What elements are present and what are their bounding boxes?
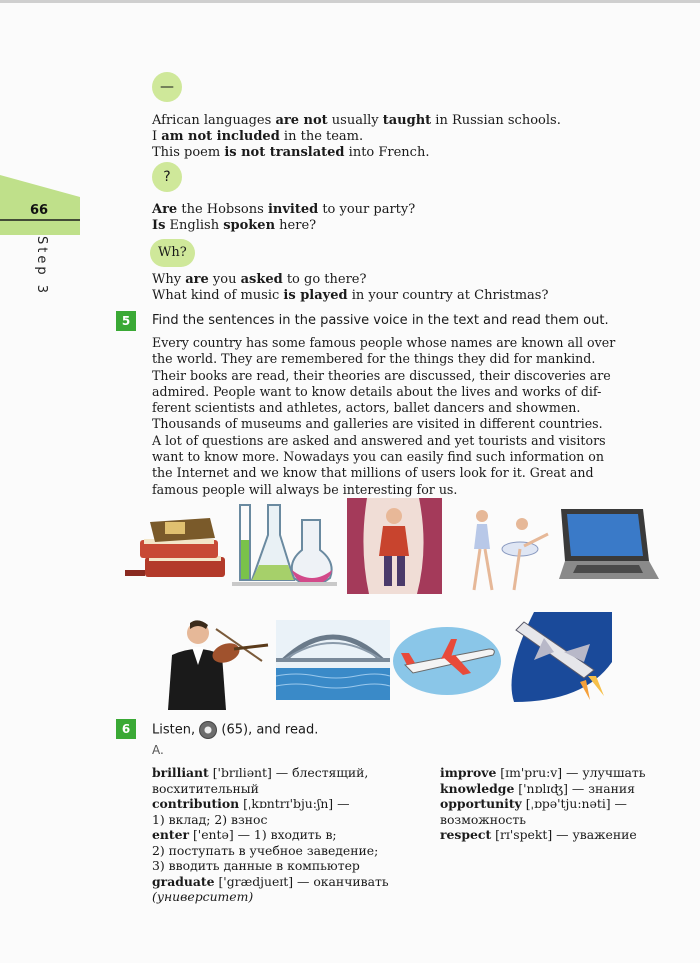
text-line: ferent scientists and athletes, actors, ballet dancers and showmen. — [152, 400, 581, 416]
vocabulary-right-column — [440, 765, 680, 843]
vocab-entry: возможность — [440, 811, 526, 827]
question-badge: ? — [152, 162, 182, 192]
vocab-entry: knowledge ['nɒlɪʤ] — знания — [440, 780, 635, 796]
text-line: Their books are read, their theories are discussed, their discoveries are — [152, 367, 611, 383]
laptop-illustration — [555, 505, 659, 587]
exercise-6-number: 6 — [116, 719, 136, 739]
exercise-6-instruction: Listen, (65), and read. — [152, 722, 319, 738]
wh-badge: Wh? — [150, 239, 195, 267]
vocab-entry: respect [rɪ'spekt] — уважение — [440, 827, 637, 842]
airplane-illustration — [393, 625, 501, 697]
vocab-entry: 3) вводить данные в компьютер — [152, 858, 360, 873]
question-example-2: Is English spoken here? — [152, 218, 317, 233]
page-number: 66 — [30, 203, 49, 218]
vocab-entry: opportunity [ˌɒpə'tju:nəti] — — [440, 796, 627, 811]
text-line: want to know more. Nowadays you can easily find such information on — [152, 449, 604, 465]
flasks-illustration — [232, 500, 337, 592]
step-label: Step 3 — [34, 236, 49, 297]
text-line: the world. They are remembered for the things they did for mankind. — [152, 351, 596, 367]
audio-cd-icon[interactable] — [199, 721, 217, 739]
violinist-illustration — [160, 615, 270, 710]
text-line: Every country has some famous people whose names are known all over — [152, 335, 616, 350]
vocab-entry: 1) вклад; 2) взнос — [152, 811, 268, 827]
bridge-illustration — [276, 620, 390, 700]
ballet-dancers-illustration — [452, 504, 552, 596]
space-shuttle-illustration — [504, 612, 612, 702]
negative-example-3: This poem is not translated into French. — [152, 145, 430, 160]
text-line: Thousands of museums and galleries are visited in different countries. — [152, 416, 603, 432]
exercise-5-text — [152, 335, 668, 498]
actor-illustration — [347, 498, 442, 594]
books-illustration — [125, 512, 230, 584]
negative-badge: — — [152, 72, 182, 102]
vocab-entry: contribution [ˌkɒntrɪ'bju:ʃn] — — [152, 796, 350, 811]
exercise-5-number: 5 — [116, 311, 136, 331]
vocab-entry: graduate ['grædjueɪt] — оканчивать — [152, 873, 389, 889]
page-top-border — [0, 0, 700, 3]
text-line: A lot of questions are asked and answered and yet tourists and visitors — [152, 432, 606, 448]
vocab-entry: 2) поступать в учебное заведение; — [152, 842, 379, 858]
vocab-entry: восхитительный — [152, 780, 259, 796]
vocab-entry: enter ['entə] — 1) входить в; — [152, 827, 337, 842]
vocab-entry: brilliant ['brɪliənt] — блестящий, — [152, 765, 369, 780]
exercise-5-instruction: Find the sentences in the passive voice in the text and read them out. — [152, 313, 609, 328]
page-tab — [0, 175, 80, 235]
wh-example-2: What kind of music is played in your country at Christmas? — [152, 288, 549, 303]
text-line: admired. People want to know details about the lives and works of dif- — [152, 383, 602, 399]
vocabulary-left-column — [152, 765, 432, 905]
text-line: the Internet and we know that millions of users look for it. Great and — [152, 465, 594, 481]
exercise-6-part-label: A. — [152, 743, 164, 757]
negative-example-1: African languages are not usually taught in Russian schools. — [152, 113, 561, 128]
vocab-entry: (университет) — [152, 889, 254, 904]
text-line: famous people will always be interesting for us. — [152, 481, 458, 497]
vocab-entry: improve [ɪm'pru:v] — улучшать — [440, 765, 646, 780]
question-example-1: Are the Hobsons invited to your party? — [152, 202, 416, 217]
negative-example-2: I am not included in the team. — [152, 129, 364, 144]
wh-example-1: Why are you asked to go there? — [152, 272, 367, 287]
